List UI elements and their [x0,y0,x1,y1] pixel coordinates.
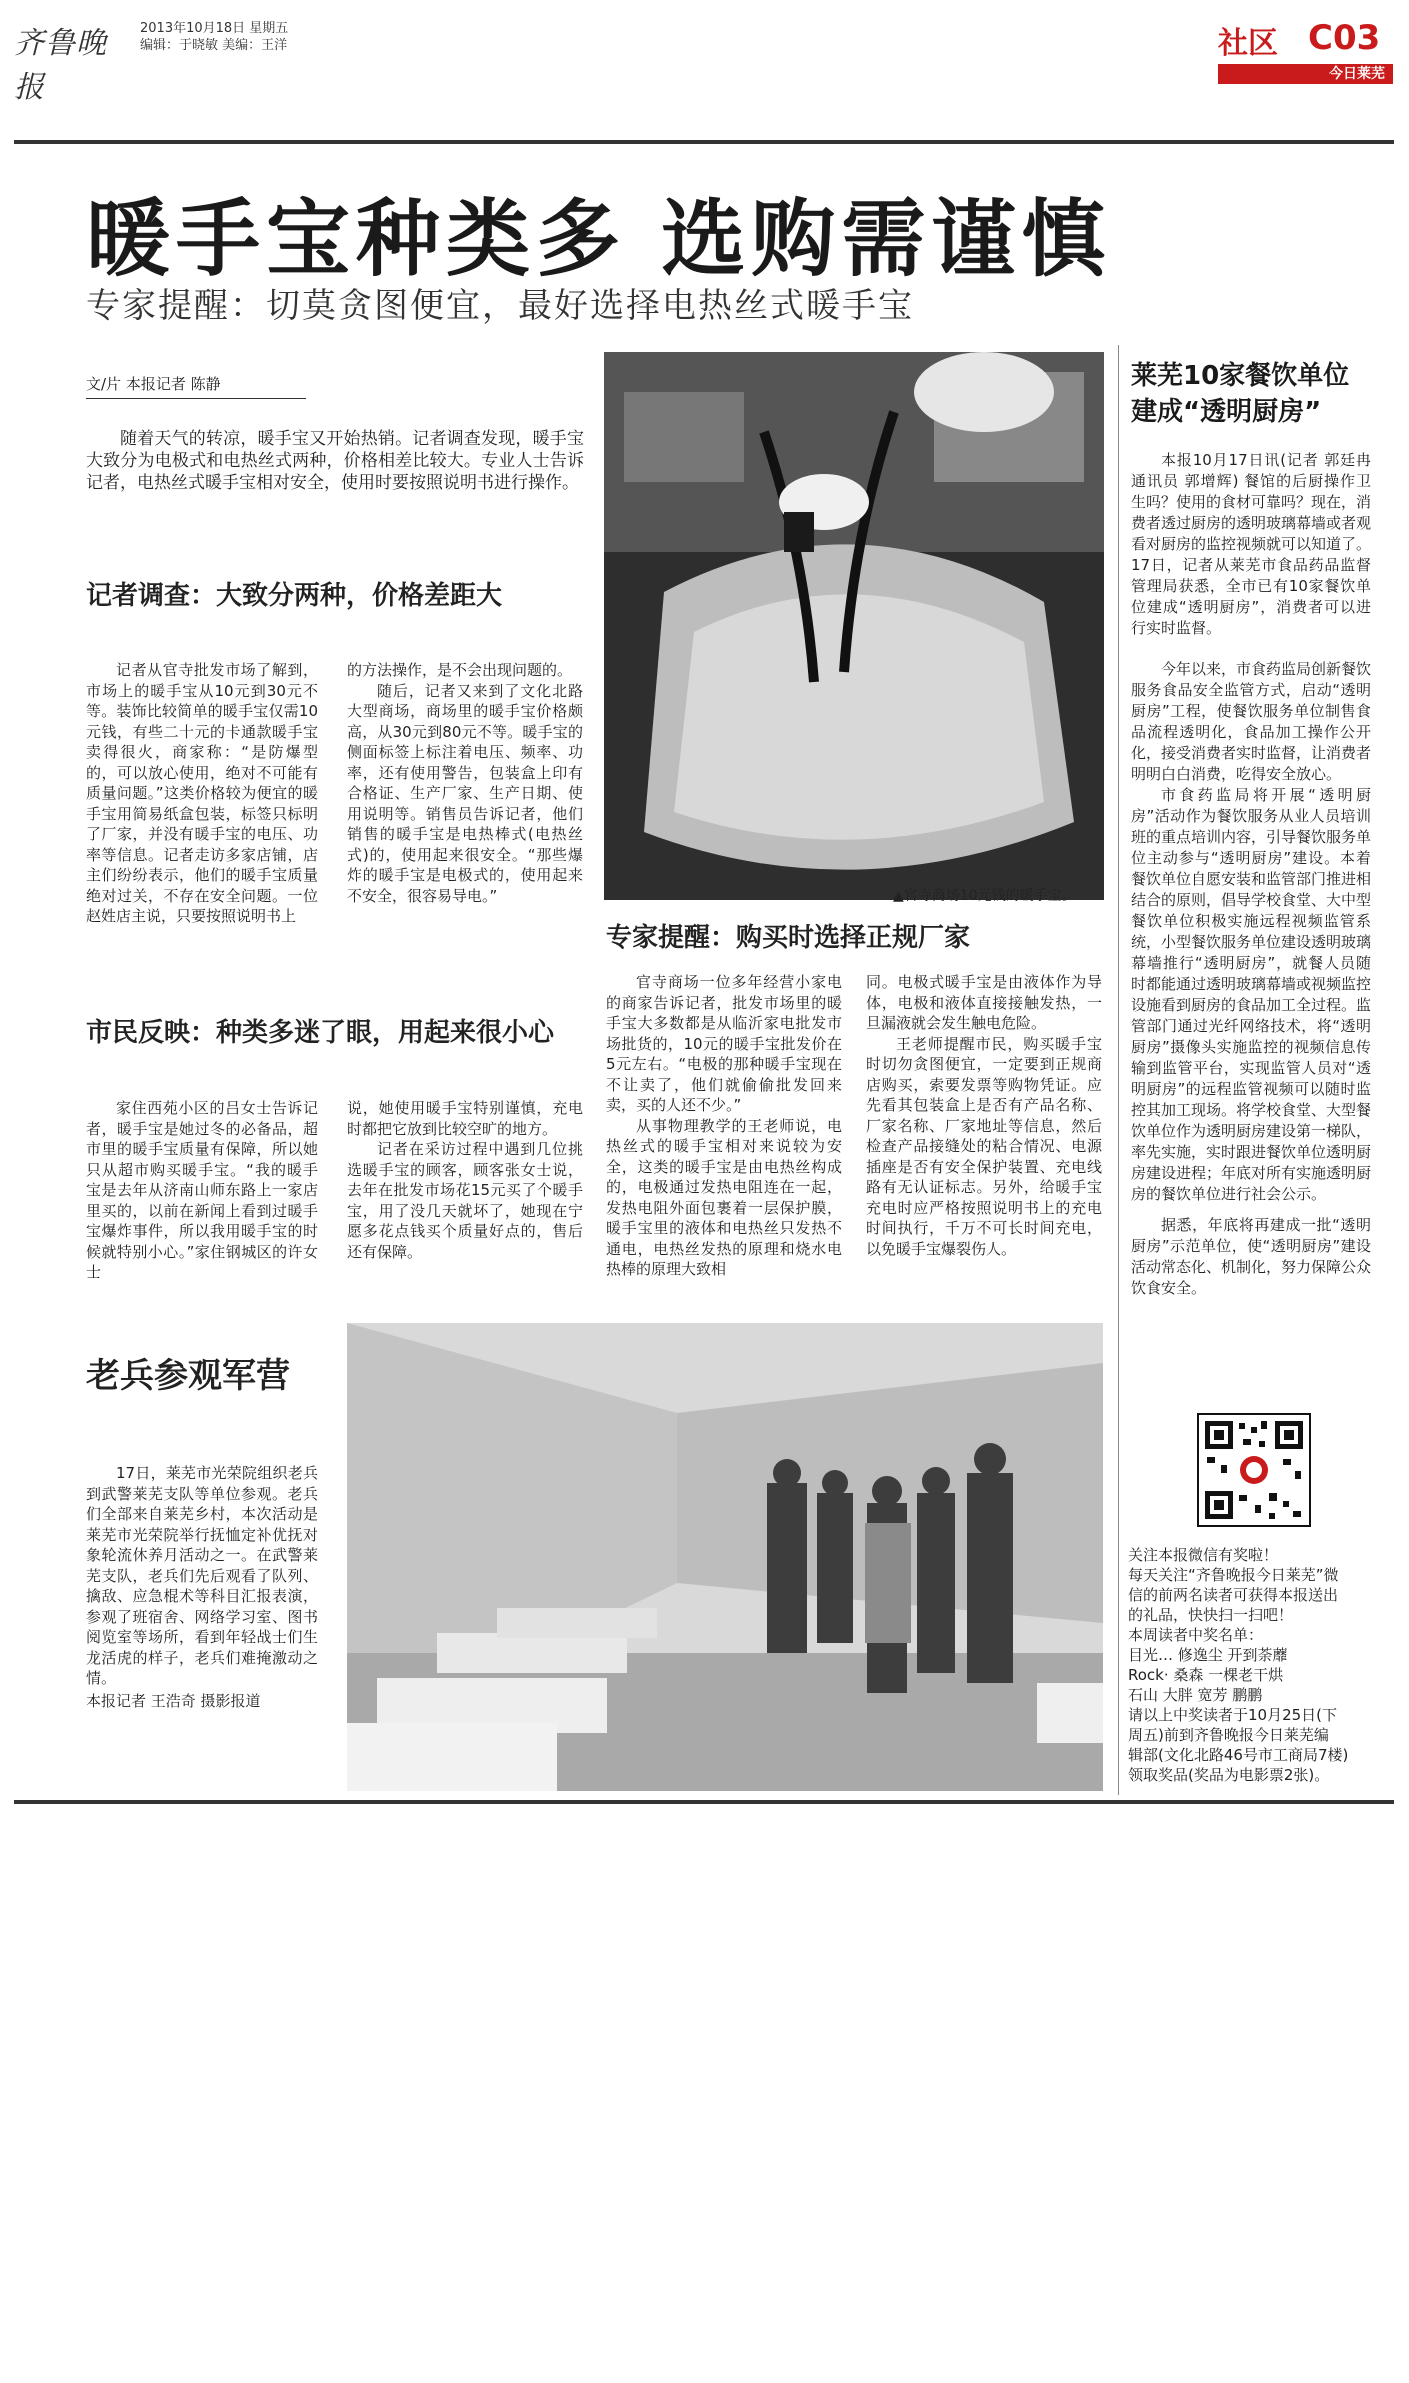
newspaper-logo: 齐鲁晚报 [14,26,107,105]
section3-col2 [866,972,1102,1259]
edition-label: 今日莱芜 [1218,64,1393,84]
issue-editors: 编辑：于晓敏 美编：王洋 [140,38,288,53]
column-divider [1118,345,1119,1795]
wechat-line-11: 辑部(文化北路46号市工商局7楼) [1128,1746,1349,1764]
veterans-credit: 本报记者 王浩奇 摄影报道 [86,1691,261,1710]
section3-title: 专家提醒：购买时选择正规厂家 [606,923,971,953]
section2-col1 [86,1098,318,1283]
side-article-body [1131,450,1371,1299]
veterans-photo [347,1323,1103,1791]
page-number: C03 [1308,18,1381,58]
veterans-body-text: 17日，莱芜市光荣院组织老兵到武警莱芜支队等单位参观。老兵们全部来自莱芜乡村，本次活动是莱芜市光荣院举行抚恤定补优抚对象轮流休养月活动之一。在武警莱芜支队，老兵们先后观看了队列、擒敌、应急棍术等科目汇报表演，参观了班宿舍、网络学习室、图书阅览室等场所，看到年轻战士们生龙活虎的样子，老兵们难掩激动之情。 [86,1464,318,1687]
side-article-p2: 今年以来，市食药监局创新餐饮服务食品安全监管方式，启动“透明厨房”工程，使餐饮服务单位制售食品流程透明化，食品加工操作公开化，接受消费者实时监督，让消费者明明白白消费，吃得安全放心。 [1131,660,1372,783]
section3-col1-text-a: 官寺商场一位多年经营小家电的商家告诉记者，批发市场里的暖手宝大多数都是从临沂家电批发市场批货的，10元的暖手宝批发价在5元左右。“电极的那种暖手宝现在不让卖了，他们就偷偷批发回来卖，买的人还不少。” [606,973,842,1114]
section1-title: 记者调查：大致分两种，价格差距大 [86,581,503,611]
wechat-line-2: 每天关注“齐鲁晚报今日莱芜”微 [1128,1566,1339,1584]
section-name: 社区 [1218,26,1278,61]
section3-col2-text-b: 王老师提醒市民，购买暖手宝时切勿贪图便宜，一定要到正规商店购买，索要发票等购物凭证。应先看其包装盒上是否有产品名称、厂家名称、厂家地址等信息，然后检查产品接缝处的粘合情况、电源插座是否有安全保护装置、充电线路有无认证标志。另外，给暖手宝充电时应严格按照说明书上的充电时间执行，千万不可长时间充电，以免暖手宝爆裂伤人。 [866,1034,1102,1258]
article-lead: 随着天气的转凉，暖手宝又开始热销。记者调查发现，暖手宝大致分为电极式和电热丝式两种，价格相差比较大。专业人士告诉记者，电热丝式暖手宝相对安全，使用时要按照说明书进行操作。 [86,429,584,493]
section3-col1-text-b: 从事物理教学的王老师说，电热丝式的暖手宝相对来说较为安全，这类的暖手宝是由电热丝构成的，电极通过发热电阻连在一起，发热电阻外面包裹着一层保护膜，暖手宝里的液体和电热丝只发热不通电，电热丝发热的原理和烧水电热棒的原理大致相 [606,1116,842,1278]
wechat-line-1: 关注本报微信有奖啦！ [1128,1546,1279,1564]
photo1-caption: ▲官寺商场10元钱的暖手宝。 [893,888,1076,904]
section2-col2-text-a: 说，她使用暖手宝特别谨慎，充电时都把它放到比较空旷的地方。 [347,1099,583,1138]
section2-col2-text-b: 记者在采访过程中遇到几位挑选暖手宝的顾客，顾客张女士说，去年在批发市场花15元买了个暖手宝，用了没几天就坏了，她现在宁愿多花点钱买个质量好点的，售后还有保障。 [347,1140,583,1261]
section3-col1 [606,972,842,1280]
section1-col2 [347,660,583,906]
side-article-title: 莱芜10家餐饮单位建成“透明厨房” [1131,361,1350,427]
hand-warmer-photo [604,352,1104,900]
main-subhead: 专家提醒：切莫贪图便宜，最好选择电热丝式暖手宝 [86,286,914,326]
wechat-line-9: 请以上中奖读者于10月25日(下 [1128,1706,1338,1724]
hand-warmer-photo-art [604,352,1104,900]
issue-date: 2013年10月18日 星期五 [140,21,289,36]
section1-col2-text-b: 随后，记者又来到了文化北路大型商场，商场里的暖手宝价格颇高，从30元到80元不等。暖手宝的侧面标签上标注着电压、频率、功率，还有使用警告，包装盒上印有合格证、生产厂家、生产日期、使用说明等。销售员告诉记者，他们销售的暖手宝是电热棒式(电热丝式)的，使用起来很安全。“那些爆炸的暖手宝是电极式的，使用起来不安全，很容易导电。” [347,681,583,905]
wechat-line-5: 本周读者中奖名单： [1128,1626,1264,1644]
issue-meta [140,20,288,54]
wechat-line-4: 的礼品，快快扫一扫吧！ [1128,1606,1294,1624]
wechat-line-12: 领取奖品(奖品为电影票2张)。 [1128,1766,1330,1784]
wechat-line-6: 目光… 修逸尘 开到荼蘼 [1128,1646,1288,1664]
veterans-body [86,1463,318,1711]
section2-title: 市民反映：种类多迷了眼，用起来很小心 [86,1018,555,1048]
top-rule [14,140,1394,144]
section-header [1218,18,1393,82]
wechat-line-3: 信的前两名读者可获得本报送出 [1128,1586,1339,1604]
wechat-line-10: 周五)前到齐鲁晚报今日莱芜编 [1128,1726,1329,1744]
section1-col1 [86,660,318,927]
side-article-p1: 本报10月17日讯(记者 郭廷冉 通讯员 郭增辉) 餐馆的后厨操作卫生吗？使用的食材可靠吗？现在，消费者透过厨房的透明玻璃幕墙或者观看对厨房的监控视频就可以知道了。17日，记者从莱芜市食品药品监督管理局获悉，全市已有10家餐饮单位建成“透明厨房”，消费者可以进行实时监督。 [1131,451,1372,637]
veterans-title: 老兵参观军营 [86,1356,290,1396]
section1-col1-text: 记者从官寺批发市场了解到，市场上的暖手宝从10元到30元不等。装饰比较简单的暖手宝仅需10元钱，有些二十元的卡通款暖手宝卖得很火，商家称：“是防爆型的，可以放心使用，绝对不可能有质量问题。”这类价格较为便宜的暖手宝用简易纸盒包装，标签只标明了厂家，并没有暖手宝的电压、功率等信息。记者走访多家店铺，店主们纷纷表示，他们的暖手宝质量绝对过关，不存在安全问题。一位赵姓店主说，只要按照说明书上 [86,661,318,925]
wechat-qr-code[interactable] [1197,1413,1311,1527]
wechat-line-8: 石山 大胖 宽芳 鹏鹏 [1128,1686,1263,1704]
bottom-rule [14,1800,1394,1804]
side-article-p4: 据悉，年底将再建成一批“透明厨房”示范单位，使“透明厨房”建设活动常态化、机制化，努力保障公众饮食安全。 [1131,1216,1372,1297]
main-headline: 暖手宝种类多 选购需谨慎 [86,190,1112,288]
side-article-p3: 市食药监局将开展“透明厨房”活动作为餐饮服务从业人员培训班的重点培训内容，引导餐饮服务单位主动参与“透明厨房”建设。本着餐饮单位自愿安装和监管部门推进相结合的原则，倡导学校食堂、大中型餐饮单位积极实施远程视频监管系统，小型餐饮服务单位建设透明玻璃幕墙推行“透明厨房”，就餐人员随时都能通过透明玻璃幕墙或视频监控设施看到厨房的食品加工全过程。监管部门通过光纤网络技术，将“透明厨房”摄像头实施监控的视频信息传输到监管平台，实现监管人员对“透明厨房”的远程监管视频可以随时监控其加工现场。将学校食堂、大型餐饮单位作为透明厨房建设第一梯队，率先实施，实时跟进餐饮单位透明厨房建设进程；年底对所有实施透明厨房的餐饮单位进行社会公示。 [1131,786,1372,1203]
wechat-line-7: Rock· 桑森 一棵老干烘 [1128,1666,1284,1684]
veterans-photo-art [347,1323,1103,1791]
section1-col2-text-a: 的方法操作，是不会出现问题的。 [347,661,573,679]
section3-col2-text-a: 同。电极式暖手宝是由液体作为导体，电极和液体直接接触发热，一旦漏液就会发生触电危险。 [866,973,1102,1032]
section2-col1-text: 家住西苑小区的吕女士告诉记者，暖手宝是她过冬的必备品，超市里的暖手宝质量有保障，所以她只从超市购买暖手宝。“我的暖手宝是去年从济南山师东路上一家店里买的，以前在新闻上看到过暖手宝爆炸事件，所以我用暖手宝的时候就特别小心。”家住钢城区的许女士 [86,1099,318,1281]
wechat-promo [1128,1545,1378,1785]
qr-code-icon [1199,1415,1309,1525]
byline: 文/片 本报记者 陈静 [86,373,306,399]
section2-col2 [347,1098,583,1262]
